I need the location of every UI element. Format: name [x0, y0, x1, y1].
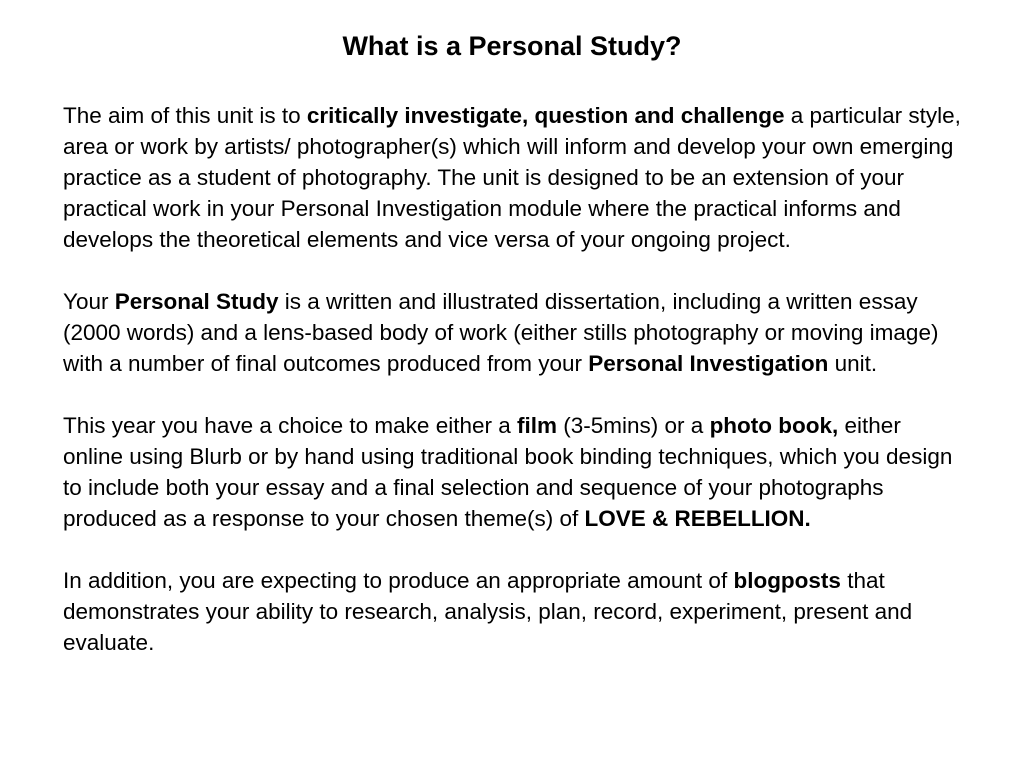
text-run: Your	[63, 289, 115, 314]
bold-run: critically investigate, question and challenge	[306, 103, 785, 128]
body-text	[63, 100, 963, 658]
text-run: The aim of this unit is to	[63, 103, 307, 128]
text-run: either online using Blurb or by hand using traditional book binding techniques, which you design to include both your essay and a final selection and sequence of your photographs produced as a response to your chosen theme(s) of	[63, 413, 953, 531]
text-run: is a written and illustrated dissertation, including a written essay (2000 words) and a lens-based body of work (either stills photography or moving image) with a number of final outcomes produced from your	[63, 289, 939, 376]
bold-run: Personal Investigation	[588, 351, 829, 376]
bold-run: photo book,	[709, 413, 839, 438]
bold-run: blogposts	[733, 568, 841, 593]
bold-run: film	[517, 413, 558, 438]
bold-run: Personal Study	[114, 289, 279, 314]
bold-run: LOVE & REBELLION.	[584, 506, 811, 531]
page-title: What is a Personal Study?	[342, 31, 682, 61]
text-run: In addition, you are expecting to produce an appropriate amount of	[63, 568, 734, 593]
text-run: This year you have a choice to make either a	[63, 413, 517, 438]
text-run: a particular style, area or work by artists/ photographer(s) which will inform and develop your own emerging practice as a student of photography. The unit is designed to be an extension of your practical work in your Personal Investigation module where the practical informs and develops the theoretical elements and vice versa of your ongoing project.	[63, 103, 961, 252]
paragraph-blogposts	[63, 565, 963, 658]
paragraph-choice	[63, 410, 963, 534]
paragraph-personal-study	[63, 286, 963, 379]
paragraph-aim	[63, 100, 963, 255]
text-run: (3-5mins) or a	[557, 413, 710, 438]
text-run: that demonstrates your ability to research, analysis, plan, record, experiment, present and evaluate.	[63, 568, 913, 655]
text-run: unit.	[828, 351, 878, 376]
